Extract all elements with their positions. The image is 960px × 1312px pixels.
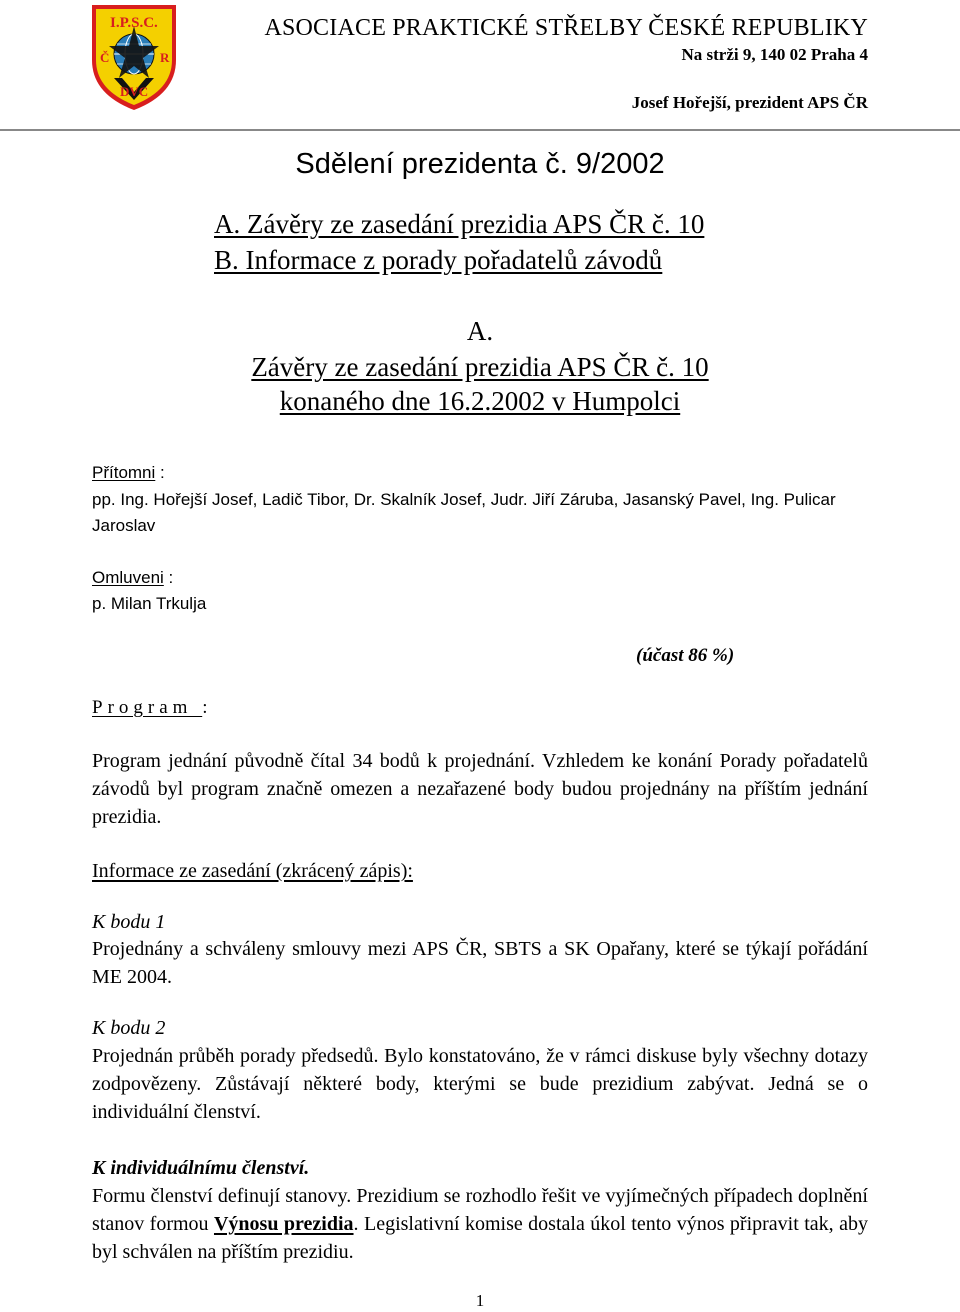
section-a-heading [0,350,960,418]
item-1-text: Projednány a schváleny smlouvy mezi APS ČR, SBTS a SK Opařany, které se týkají pořádání ME 2004. [92,938,868,988]
excused-label [92,565,173,591]
notice-title: Sdělení prezidenta č. 9/2002 [295,148,665,180]
organization-president: Josef Hořejší, prezident APS ČR [631,93,868,112]
decree-reference: Výnosu prezidia [213,1213,354,1235]
program-label-colon: : [202,697,213,718]
membership-heading: K individuálnímu členství. [92,1157,310,1179]
item-2-text: Projednán průběh porady předsedů. Bylo konstatováno, že v rámci diskuse byly všechny dotazy zodpovězeny. Zůstávají některé body, kterými se bude prezidium zabývat. Jedná se o individuální členství. [92,1045,868,1123]
present-list: pp. Ing. Hořejší Josef, Ladič Tibor, Dr. Skalník Josef, Judr. Jiří Záruba, Jasanský Pavel, Ing. Pulicar Jaroslav [92,490,836,535]
organization-address: Na strži 9, 140 02 Praha 4 [681,45,868,64]
program-label [92,695,212,721]
section-a-letter: A. [466,316,494,346]
program-label-text: Program [92,697,203,718]
logo-text-bottom: DVC [120,84,149,99]
toc-item-a: A. Závěry ze zasedání prezidia APS ČR č. 10 [214,209,705,239]
attendance-note: (účast 86 %) [636,645,735,666]
ipsc-logo [86,2,182,112]
header-divider [0,129,960,131]
logo-text-right: R [160,50,170,65]
program-paragraph: Program jednání původně čítal 34 bodů k projednání. Vzhledem ke konání Porady pořadatelů závodů byl program značně omezen a nezařazené body budou projednány na příštím jednání prezidia. [92,750,868,828]
excused-list: p. Milan Trkulja [92,594,207,613]
page-number: 1 [475,1291,485,1310]
excused-label-text: Omluveni [92,568,164,587]
excused-label-colon: : [163,568,174,587]
item-2-heading: K bodu 2 [92,1017,166,1039]
membership-text-before: Formu členství definují stanovy. Prezidium se rozhodlo řešit ve vyjímečných případech doplnění stanov formou [92,1185,868,1235]
section-a-heading-line1: Závěry ze zasedání prezidia APS ČR č. 10 [251,352,709,382]
toc-item-b: B. Informace z porady pořadatelů závodů [214,245,663,275]
organization-name: ASOCIACE PRAKTICKÉ STŘELBY ČESKÉ REPUBLIKY [264,15,868,41]
logo-text-left: Č [100,50,110,65]
info-heading: Informace ze zasedání (zkrácený zápis): [92,860,413,882]
present-label [92,460,165,486]
logo-text-top-left: I.P.S.C. [110,15,158,31]
ipsc-logo-shield [86,2,182,112]
membership-text-after: . Legislativní komise dostala úkol tento výnos připravit tak, aby byl schválen na příštím prezidiu. [92,1213,868,1263]
section-a-heading-line2: konaného dne 16.2.2002 v Humpolci [279,386,681,416]
table-of-contents [214,206,704,278]
present-label-text: Přítomni [92,463,156,482]
present-label-colon: : [155,463,165,482]
membership-paragraph [92,1182,868,1266]
item-1-heading: K bodu 1 [92,911,166,933]
